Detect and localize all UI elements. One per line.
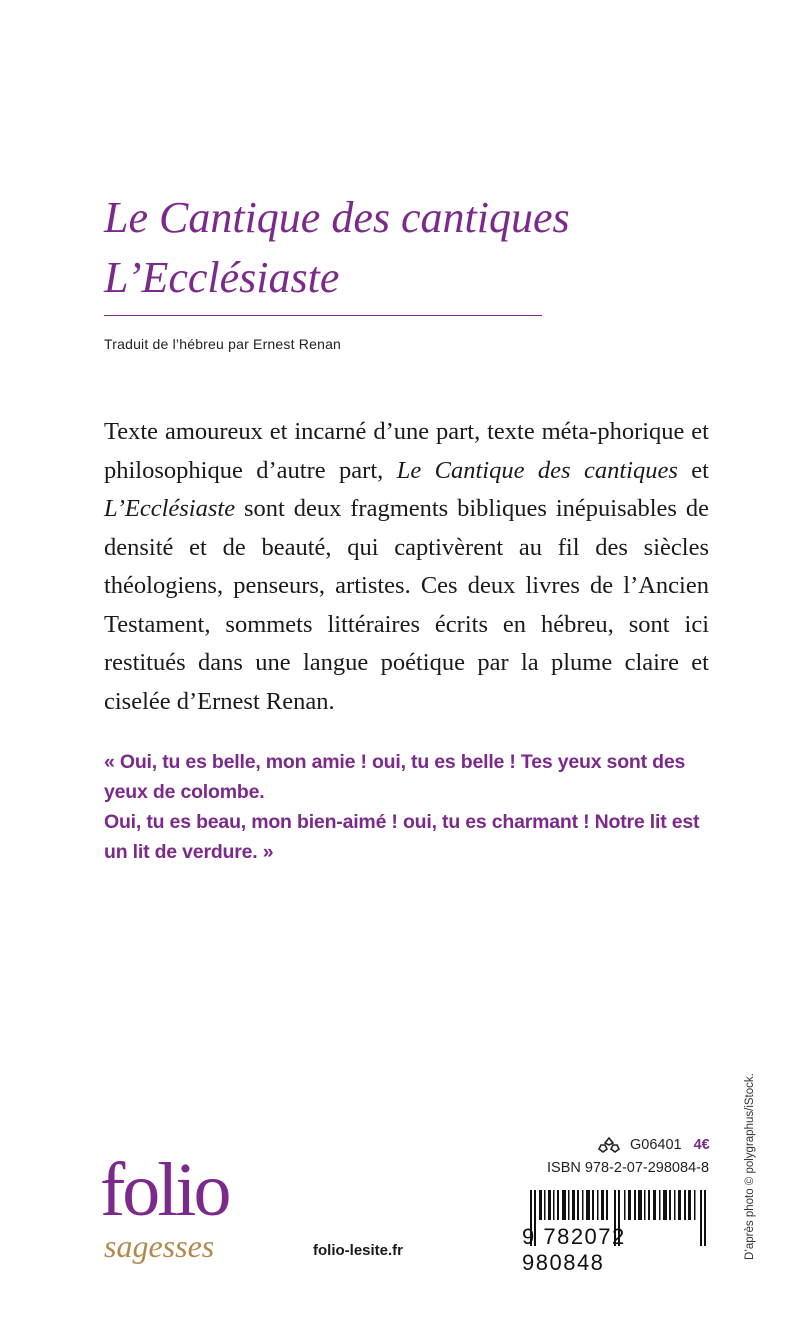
excerpt-quote xyxy=(104,747,716,867)
translator-credit: Traduit de l’hébreu par Ernest Renan xyxy=(104,336,342,352)
isbn: ISBN 978-2-07-298084-8 xyxy=(547,1160,710,1176)
publisher-website: folio-lesite.fr xyxy=(313,1242,404,1259)
logo-collection-name: sagesses xyxy=(104,1228,215,1264)
reference-line xyxy=(596,1136,710,1154)
logo-folio-wordmark: folio xyxy=(100,1148,229,1232)
book-title xyxy=(104,188,570,308)
back-cover-blurb xyxy=(104,413,709,721)
barcode-digits: 9 782072 980848 xyxy=(522,1224,626,1275)
title-line-2: L’Ecclésiaste xyxy=(104,253,340,302)
price: 4€ xyxy=(693,1137,710,1153)
blurb-text-1: Texte amoureux et incarné d’une part, texte méta-phorique et philosophique d’autre part, xyxy=(104,418,709,484)
blurb-text-3: sont deux fragments bibliques inépuisables de densité et de beauté, qui captivèrent au fil des siècles théologiens, penseurs, artistes. Ces deux livres de l’Ancien Testament, sommets littéraires écrits en hébreu, sont ici restitués dans une langue poétique par la plume claire et ciselée d’Ernest Renan. xyxy=(104,495,709,715)
folio-sagesses-logo xyxy=(100,1150,240,1270)
folio-emblem-icon xyxy=(596,1136,622,1154)
blurb-text-2: et xyxy=(677,456,709,484)
title-divider xyxy=(104,315,542,316)
photo-credit-wrapper xyxy=(730,1056,756,1260)
blurb-italic-title-2: L’Ecclésiaste xyxy=(104,495,236,522)
reference-code: G06401 xyxy=(630,1137,682,1153)
title-line-1: Le Cantique des cantiques xyxy=(104,193,570,242)
blurb-italic-title-1: Le Cantique des cantiques xyxy=(396,456,678,484)
quote-line-2: Oui, tu es beau, mon bien-aimé ! oui, tu es charmant ! Notre lit est un lit de verdure. » xyxy=(104,811,700,863)
photo-credit: D’après photo © polygraphus/iStock. xyxy=(744,1073,756,1260)
quote-line-1: « Oui, tu es belle, mon amie ! oui, tu es belle ! Tes yeux sont des yeux de colombe. xyxy=(104,751,686,803)
